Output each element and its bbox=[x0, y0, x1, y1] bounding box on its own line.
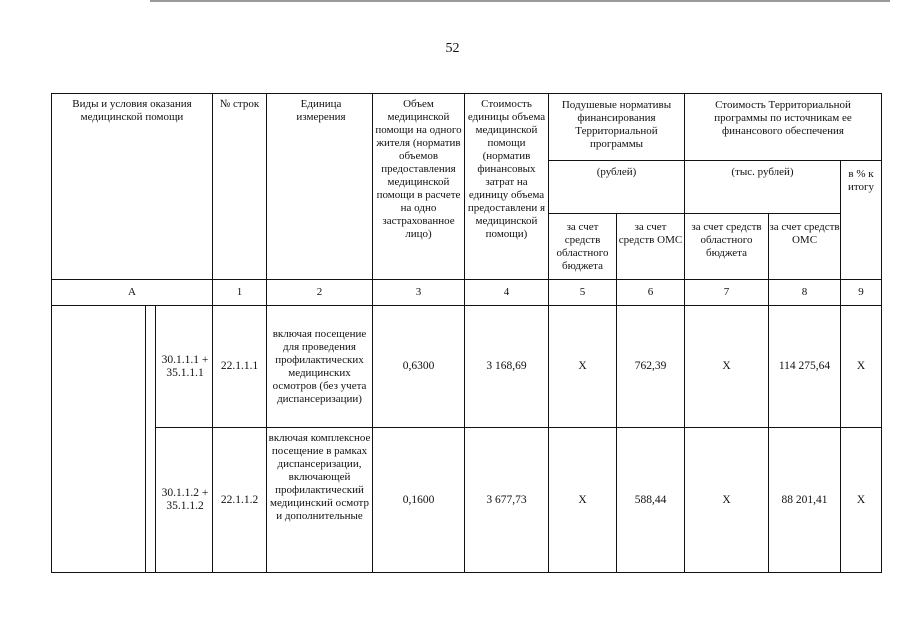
header-budget-per-capita: за счет средств областного бюджета bbox=[556, 221, 609, 272]
header-line-number: № строк bbox=[219, 98, 260, 110]
header-oms-per-capita: за счет средств ОМС bbox=[618, 221, 683, 246]
column-number-4: 4 bbox=[503, 286, 510, 298]
top-edge-line bbox=[150, 0, 890, 2]
header-unit: Единица измерения bbox=[296, 98, 346, 123]
header-per-capita-group: Подушевые нормативы финансирования Территориальной программы bbox=[561, 99, 672, 150]
row-oms-per-capita: 588,44 bbox=[634, 493, 667, 506]
column-number-a: А bbox=[128, 286, 136, 298]
header-oms-total: за счет средств ОМС bbox=[769, 221, 840, 246]
row-budget-total: Х bbox=[722, 360, 731, 372]
row-volume: 0,6300 bbox=[402, 360, 435, 372]
row-percent: Х bbox=[856, 493, 866, 506]
row-oms-total: 88 201,41 bbox=[781, 493, 828, 506]
row-budget-per-capita: Х bbox=[578, 493, 587, 506]
row-oms-per-capita: 762,39 bbox=[634, 360, 667, 372]
page-number: 52 bbox=[445, 41, 460, 56]
row-percent: Х bbox=[856, 360, 866, 372]
row-code: 30.1.1.2 + 35.1.1.2 bbox=[161, 487, 209, 512]
column-number-7: 7 bbox=[723, 286, 730, 298]
row-cost: 3 677,73 bbox=[486, 493, 527, 506]
row-unit: включая посещение для проведения профилактических медицинских осмотров (без учета диспансеризации) bbox=[272, 327, 367, 405]
column-number-9: 9 bbox=[858, 286, 864, 298]
header-kinds-of-care: Виды и условия оказания медицинской помощи bbox=[72, 98, 192, 123]
row-cost: 3 168,69 bbox=[486, 360, 527, 372]
column-number-2: 2 bbox=[316, 286, 323, 298]
row-budget-total: Х bbox=[722, 493, 731, 506]
row-line-number: 22.1.1.2 bbox=[220, 493, 259, 506]
header-volume: Объем медицинской помощи на одного жителя (норматив объемов предоставления медицинской помощи в расчете на одно застрахованное лицо) bbox=[375, 98, 462, 240]
row-budget-per-capita: Х bbox=[578, 360, 587, 372]
column-number-5: 5 bbox=[579, 286, 586, 298]
row-volume: 0,1600 bbox=[402, 493, 435, 506]
header-cost-unit: (тыс. рублей) bbox=[731, 166, 794, 178]
row-oms-total: 114 275,64 bbox=[778, 360, 831, 372]
header-percent: в % к итогу bbox=[847, 168, 875, 193]
header-budget-total: за счет средств областного бюджета bbox=[691, 221, 762, 259]
row-code: 30.1.1.1 + 35.1.1.1 bbox=[161, 353, 209, 379]
column-number-3: 3 bbox=[415, 286, 422, 298]
row-line-number: 22.1.1.1 bbox=[220, 360, 259, 372]
header-per-capita-unit: (рублей) bbox=[596, 166, 637, 178]
column-number-6: 6 bbox=[647, 286, 654, 298]
header-cost-group: Стоимость Территориальной программы по источникам ее финансового обеспечения bbox=[714, 99, 852, 137]
column-number-1: 1 bbox=[236, 286, 243, 298]
header-unit-cost: Стоимость единицы объема медицинской помощи (норматив финансовых затрат на единицу объема предоставлени я медицинской помощи) bbox=[467, 98, 546, 240]
row-unit: включая комплексное посещение в рамках диспансеризации, включающей профилактический медицинский осмотр и дополнительные bbox=[268, 432, 371, 522]
column-number-8: 8 bbox=[801, 286, 808, 298]
